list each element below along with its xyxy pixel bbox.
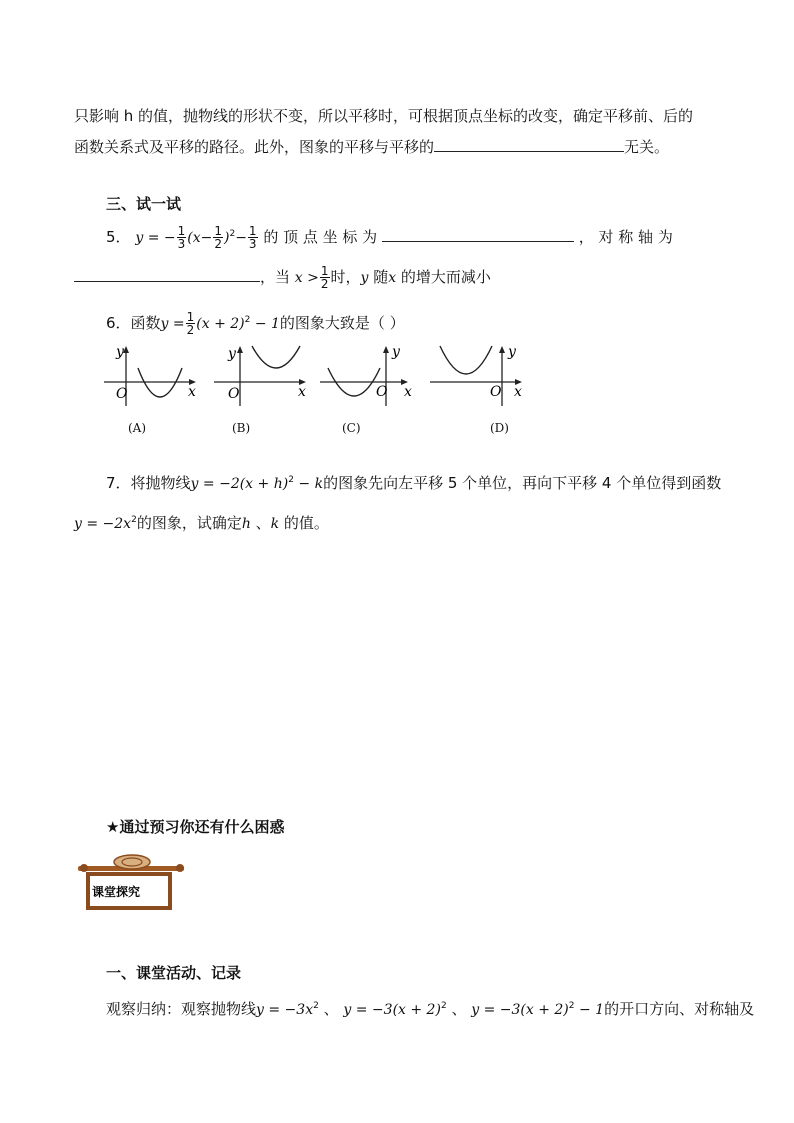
graph-option-c[interactable] bbox=[320, 342, 416, 408]
axis-label-y: y bbox=[116, 344, 124, 360]
axis-label-x: x bbox=[514, 384, 522, 400]
axis-label-x: x bbox=[188, 384, 196, 400]
graph-option-d[interactable] bbox=[430, 342, 526, 408]
axis-label-y: y bbox=[508, 344, 516, 360]
caption-option-b: (B) bbox=[232, 421, 251, 435]
origin-label: O bbox=[376, 384, 388, 400]
blank-axis[interactable] bbox=[74, 267, 260, 282]
axis-label-x: x bbox=[404, 384, 412, 400]
caption-option-a: (A) bbox=[128, 421, 147, 435]
observation-line: 观察归纳：观察抛物线$y = -3x^2$ 、 $y = -3(x + 2)^2$ 、 $y = -3(x + 2)^2 - 1$的开口方向、对称轴及 bbox=[106, 1000, 755, 1018]
fraction: $\frac{1}{2}$ bbox=[320, 264, 329, 291]
graph-option-a[interactable] bbox=[104, 342, 200, 408]
graph-option-b[interactable] bbox=[214, 342, 310, 408]
caption-option-d: (D) bbox=[490, 421, 509, 435]
blank-translation[interactable] bbox=[434, 137, 624, 152]
fraction: $\frac{1}{2}$ bbox=[186, 310, 195, 337]
origin-label: O bbox=[116, 386, 128, 402]
classroom-explore-logo bbox=[76, 852, 188, 914]
section-heading-activity: 一、课堂活动、记录 bbox=[106, 964, 242, 982]
axis-label-x: x bbox=[298, 384, 306, 400]
question-5-line-2: ，当 x > $\frac{1}{2}$ 时，y 随x 的增大而减小 bbox=[74, 265, 491, 290]
question-5-line-1: 5． y = − $\frac{1}{3}$ (x− $\frac{1}{2}$ )$^2$− $\frac{1}{3}$ 的 顶 点 坐 标 为 ， 对 称 轴 为 bbox=[106, 224, 673, 251]
axis-label-y: y bbox=[228, 346, 236, 362]
question-7-line-1: 7．将抛物线$y = -2(x + h)^2 - k$的图象先向左平移 5 个单位，再向下平移 4 个单位得到函数 bbox=[106, 474, 722, 492]
blank-vertex[interactable] bbox=[382, 227, 574, 242]
intro-line-2: 函数关系式及平移的路径。此外，图象的平移与平移的 无关。 bbox=[74, 138, 670, 156]
intro-line-1: 只影响 h 的值，抛物线的形状不变，所以平移时，可根据顶点坐标的改变，确定平移前、后的 bbox=[74, 107, 694, 125]
origin-label: O bbox=[490, 384, 502, 400]
caption-option-c: (C) bbox=[342, 421, 361, 435]
question-6: 6．函数y = $\frac{1}{2}$ $(x + 2)^2 - 1$的图象大致是（ ） bbox=[106, 310, 405, 337]
origin-label: O bbox=[228, 386, 240, 402]
section-heading-try: 三、试一试 bbox=[106, 195, 182, 213]
logo-text: 课堂探究 bbox=[92, 885, 141, 899]
fraction: $\frac{1}{3}$ bbox=[248, 224, 257, 251]
fraction: $\frac{1}{3}$ bbox=[177, 224, 186, 251]
confusion-prompt: ★通过预习你还有什么困惑 bbox=[106, 818, 285, 836]
axis-label-y: y bbox=[392, 344, 400, 360]
fraction: $\frac{1}{2}$ bbox=[214, 224, 222, 251]
question-7-line-2: $y = -2x^2$的图象，试确定h 、k 的值。 bbox=[74, 514, 329, 532]
